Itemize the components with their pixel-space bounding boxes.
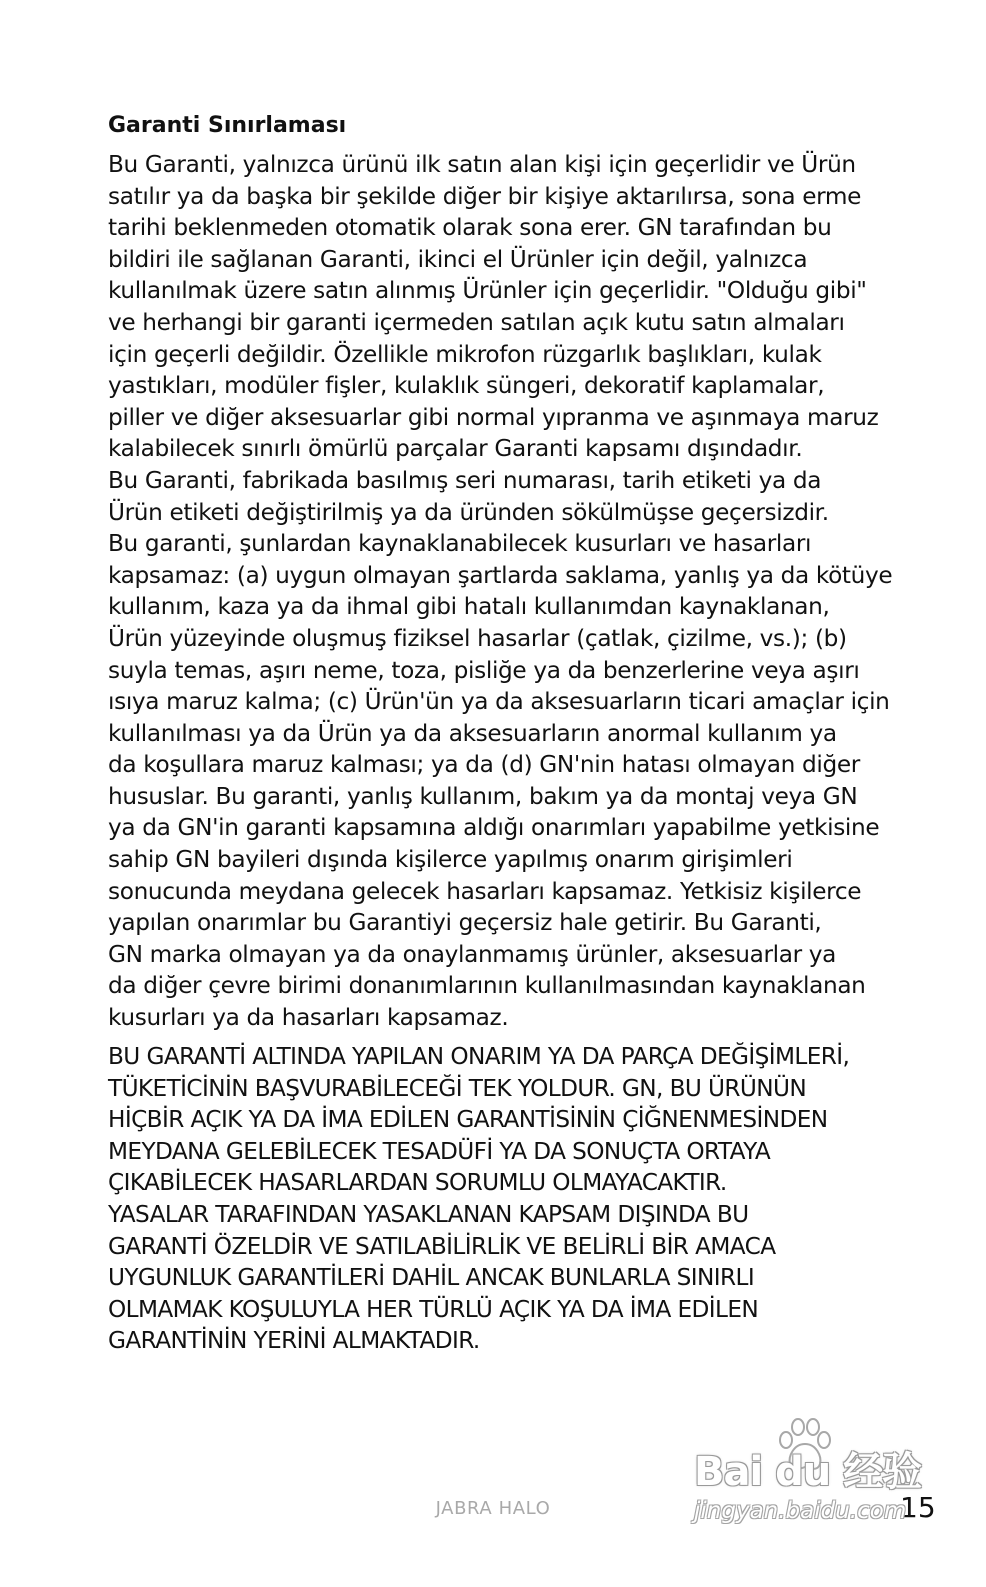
- text-line: hususlar. Bu garanti, yanlış kullanım, bakım ya da montaj veya GN: [108, 782, 858, 810]
- text-line: UYGUNLUK GARANTİLERİ DAHİL ANCAK BUNLARLA SINIRLI: [108, 1264, 755, 1292]
- section-heading: Garanti Sınırlaması: [108, 113, 347, 138]
- text-line: kapsamaz: (a) uygun olmayan şartlarda saklama, yanlış ya da kötüye: [108, 561, 893, 589]
- baidu-watermark: [690, 1418, 930, 1533]
- watermark-url: jingyan.baidu.com: [694, 1498, 907, 1524]
- text-line: MEYDANA GELEBİLECEK TESADÜFİ YA DA SONUÇTA ORTAYA: [108, 1137, 771, 1165]
- text-line: GARANTİNİN YERİNİ ALMAKTADIR.: [108, 1327, 480, 1355]
- text-line: ve herhangi bir garanti içermeden satılan açık kutu satın almaları: [108, 308, 845, 336]
- footer-brand: JABRA HALO: [435, 1498, 551, 1519]
- text-line: kullanılması ya da Ürün ya da aksesuarların anormal kullanım ya: [108, 719, 837, 747]
- text-line: GN marka olmayan ya da onaylanmamış ürünler, aksesuarlar ya: [108, 940, 837, 968]
- text-line: yastıkları, modüler fişler, kulaklık süngeri, dekoratif kaplamalar,: [108, 372, 825, 400]
- text-line: da diğer çevre birimi donanımlarının kullanılmasından kaynaklanan: [108, 972, 866, 1000]
- text-line: bildiri ile sağlanan Garanti, ikinci el Ürünler için değil, yalnızca: [108, 245, 808, 273]
- text-line: kusurları ya da hasarları kapsamaz.: [108, 1004, 509, 1032]
- text-line: Ürün etiketi değiştirilmiş ya da üründen sökülmüşse geçersizdir.: [108, 498, 829, 526]
- text-line: yapılan onarımlar bu Garantiyi geçersiz hale getirir. Bu Garanti,: [108, 909, 822, 937]
- text-line: satılır ya da başka bir şekilde diğer bir kişiye aktarılırsa, sona erme: [108, 182, 862, 210]
- text-line: kullanım, kaza ya da ihmal gibi hatalı kullanımdan kaynaklanan,: [108, 593, 830, 621]
- text-line: kullanılmak üzere satın alınmış Ürünler için geçerlidir. "Olduğu gibi": [108, 277, 867, 305]
- text-line: YASALAR TARAFINDAN YASAKLANAN KAPSAM DIŞINDA BU: [108, 1200, 749, 1228]
- text-line: TÜKETİCİNİN BAŞVURABİLECEĞİ TEK YOLDUR. GN, BU ÜRÜNÜN: [108, 1074, 807, 1102]
- text-line: tarihi beklenmeden otomatik olarak sona erer. GN tarafından bu: [108, 214, 832, 242]
- text-line: ısıya maruz kalma; (c) Ürün'ün ya da aksesuarların ticari amaçlar için: [108, 688, 890, 716]
- text-line: GARANTİ ÖZELDİR VE SATILABİLİRLİK VE BELİRLİ BİR AMACA: [108, 1232, 776, 1260]
- text-line: sahip GN bayileri dışında kişilerce yapılmış onarım girişimleri: [108, 846, 793, 874]
- text-line: piller ve diğer aksesuarlar gibi normal yıpranma ve aşınmaya maruz: [108, 403, 879, 431]
- text-line: HİÇBİR AÇIK YA DA İMA EDİLEN GARANTİSİNİN ÇİĞNENMESİNDEN: [108, 1106, 828, 1134]
- text-line: Bu Garanti, yalnızca ürünü ilk satın alan kişi için geçerlidir ve Ürün: [108, 151, 856, 178]
- text-line: Ürün yüzeyinde oluşmuş fiziksel hasarlar (çatlak, çizilme, vs.); (b): [108, 624, 847, 652]
- text-line: Bu Garanti, fabrikada basılmış seri numarası, tarih etiketi ya da: [108, 466, 822, 494]
- text-line: da koşullara maruz kalması; ya da (d) GN'nin hatası olmayan diğer: [108, 751, 860, 779]
- text-line: OLMAMAK KOŞULUYLA HER TÜRLÜ AÇIK YA DA İMA EDİLEN: [108, 1295, 759, 1323]
- text-line: Bu garanti, şunlardan kaynaklanabilecek kusurları ve hasarları: [108, 530, 812, 558]
- page-number: 15: [900, 1491, 936, 1524]
- warranty-disclaimer-paragraph: [108, 1041, 888, 1357]
- warranty-paragraph: [108, 149, 893, 1034]
- text-line: için geçerli değildir. Özellikle mikrofon rüzgarlık başlıkları, kulak: [108, 340, 822, 368]
- text-line: ya da GN'in garanti kapsamına aldığı onarımları yapabilme yetkisine: [108, 814, 880, 842]
- text-line: kalabilecek sınırlı ömürlü parçalar Garanti kapsamı dışındadır.: [108, 435, 803, 463]
- watermark-logo-text: Bai du 经验: [694, 1449, 922, 1495]
- text-line: sonucunda meydana gelecek hasarları kapsamaz. Yetkisiz kişilerce: [108, 877, 862, 905]
- text-line: suyla temas, aşırı neme, toza, pisliğe ya da benzerlerine veya aşırı: [108, 656, 860, 684]
- text-line: BU GARANTİ ALTINDA YAPILAN ONARIM YA DA PARÇA DEĞİŞİMLERİ,: [108, 1043, 850, 1070]
- text-line: ÇIKABİLECEK HASARLARDAN SORUMLU OLMAYACAKTIR.: [108, 1169, 727, 1197]
